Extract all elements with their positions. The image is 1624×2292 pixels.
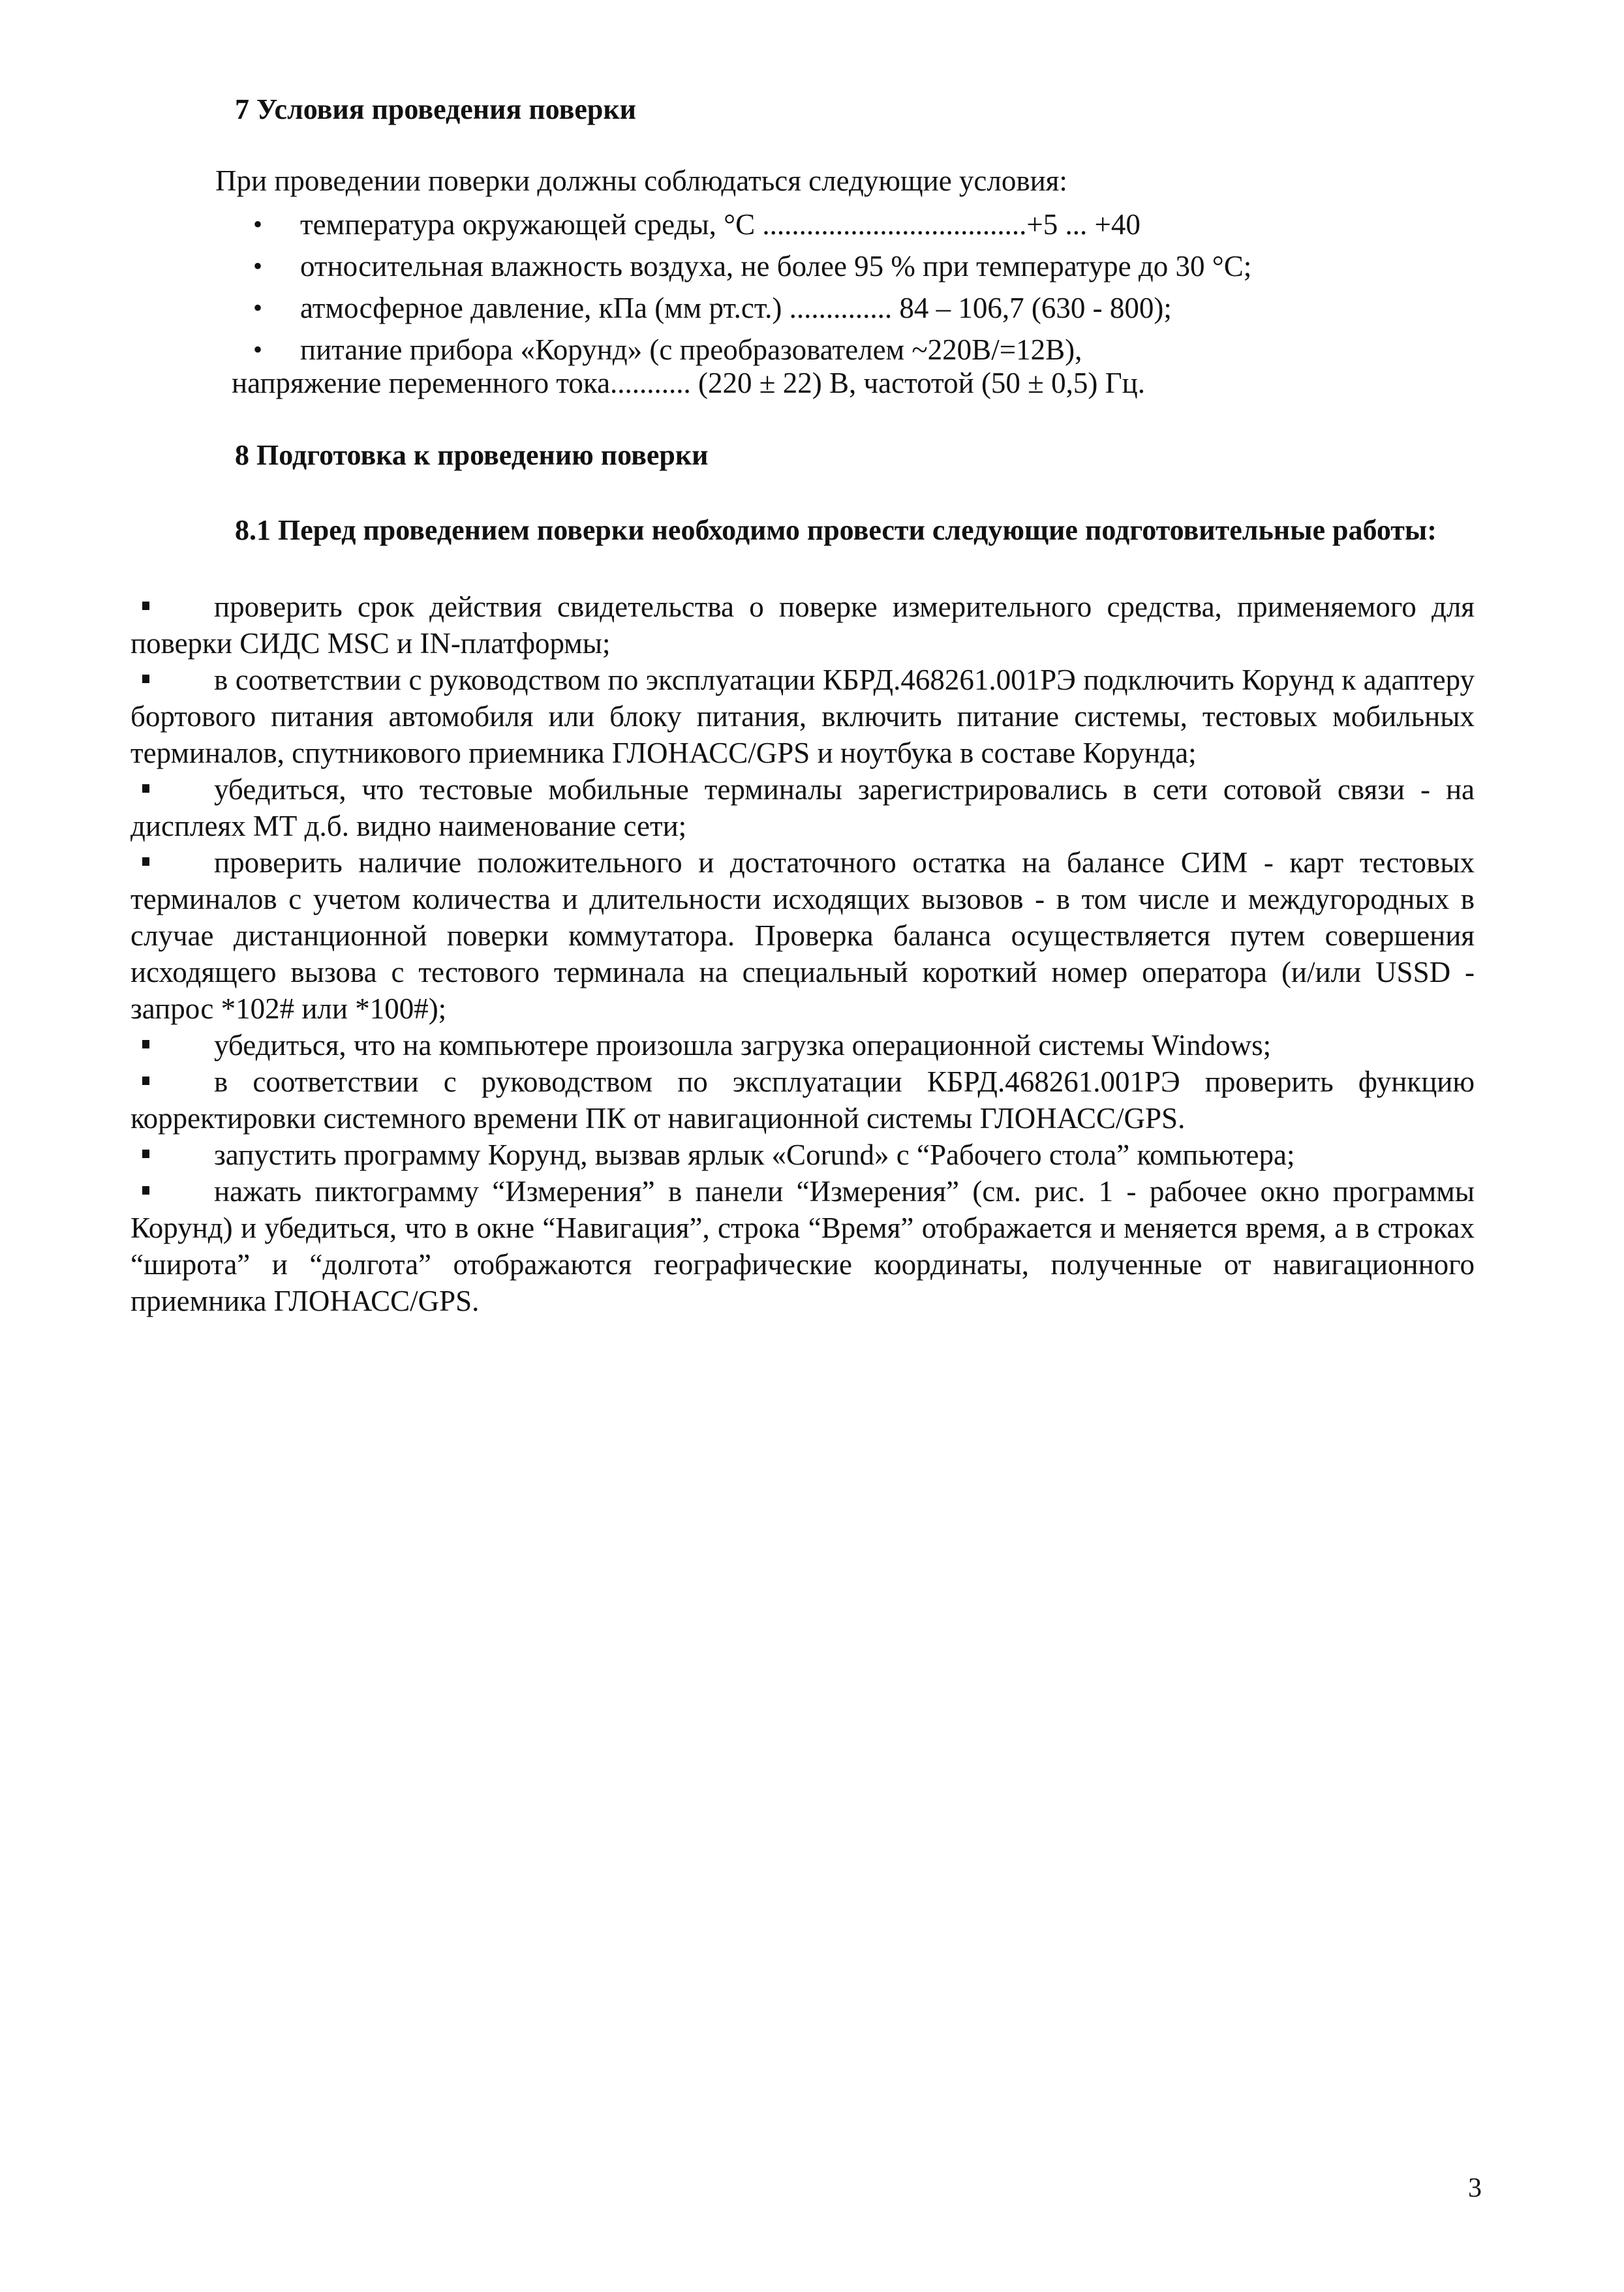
condition-item — [241, 245, 1416, 287]
preparation-text: нажать пиктограмму “Измерения” в панели “Измерения” (см. рис. 1 - рабочее окно программы Корунд) и убедиться, что в окне “Навигация”, строка “Время” отображается и меняется время, а в строках “широта” и “долгота” отображаются географические координаты, полученные от навигационного приемника ГЛОНАСС/GPS. — [130, 1175, 1475, 1317]
condition-text: атмосферное давление, кПа (мм рт.ст.) .............. 84 – 106,7 (630 - 800); — [300, 292, 1172, 324]
square-bullet-icon — [142, 1077, 149, 1085]
preparation-text: запустить программу Корунд, вызвав ярлык «Corund» с “Рабочего стола” компьютера; — [214, 1138, 1295, 1171]
preparation-text: в соответствии с руководством по эксплуатации КБРД.468261.001РЭ подключить Корунд к адаптеру бортового питания автомобиля или блоку питания, включить питание системы, тестовых мобильных терминалов, спутникового приемника ГЛОНАСС/GPS и ноутбука в составе Корунда; — [130, 664, 1475, 769]
square-bullet-icon — [142, 675, 149, 683]
bullet-icon: • — [253, 293, 263, 322]
preparation-item — [130, 844, 1475, 1027]
bullet-icon: • — [253, 251, 263, 281]
preparation-item — [130, 588, 1475, 662]
preparation-item — [130, 1027, 1475, 1063]
square-bullet-icon — [142, 784, 149, 793]
preparation-text: убедиться, что тестовые мобильные терминалы зарегистрировались в сети сотовой связи - на дисплеях МТ д.б. видно наименование сети; — [130, 773, 1475, 842]
square-bullet-icon — [142, 1186, 149, 1195]
condition-text: температура окружающей среды, °С ....................................+5 ... +40 — [300, 208, 1141, 241]
condition-item — [241, 287, 1416, 329]
page-number: 3 — [1468, 2173, 1482, 2203]
subsection-8-1-heading: 8.1 Перед проведением поверки необходимо провести следующие подготовительные работы: — [235, 514, 1437, 546]
preparation-item — [130, 1063, 1475, 1137]
preparation-text: проверить наличие положительного и достаточного остатка на балансе СИМ - карт тестовых терминалов с учетом количества и длительности исходящих вызовов - в том числе и междугородных в случае дистанционной поверки коммутатора. Проверка баланса осуществляется путем совершения исходящего вызова с тестового терминала на специальный короткий номер оператора (и/или USSD - запрос *102# или *100#); — [130, 846, 1475, 1025]
square-bullet-icon — [142, 602, 149, 610]
preparation-text: проверить срок действия свидетельства о поверке измерительного средства, применяемого для поверки СИДС MSC и IN-платформы; — [130, 590, 1475, 660]
condition-item — [241, 329, 1416, 371]
preparation-list — [130, 588, 1475, 1319]
section-8-title: 8 Подготовка к проведению поверки — [235, 439, 709, 471]
preparation-item — [130, 1173, 1475, 1319]
section-7-title: 7 Условия проведения поверки — [235, 93, 637, 125]
section-7-intro: При проведении поверки должны соблюдаться следующие условия: — [215, 164, 1067, 197]
preparation-item — [130, 662, 1475, 771]
preparation-item — [130, 771, 1475, 844]
preparation-text: в соответствии с руководством по эксплуатации КБРД.468261.001РЭ проверить функцию корректировки системного времени ПК от навигационной системы ГЛОНАСС/GPS. — [130, 1065, 1475, 1135]
square-bullet-icon — [142, 1040, 149, 1048]
bullet-icon: • — [253, 209, 263, 239]
condition-item — [241, 204, 1416, 245]
power-supply-continuation: напряжение переменного тока........... (220 ± 22) В, частотой (50 ± 0,5) Гц. — [232, 367, 1145, 399]
square-bullet-icon — [142, 1150, 149, 1158]
condition-text: относительная влажность воздуха, не более 95 % при температуре до 30 °С; — [300, 250, 1252, 283]
conditions-list — [241, 204, 1416, 371]
preparation-item — [130, 1137, 1475, 1173]
condition-text: питание прибора «Корунд» (с преобразователем ~220В/=12В), — [300, 333, 1082, 366]
preparation-text: убедиться, что на компьютере произошла загрузка операционной системы Windows; — [214, 1029, 1272, 1062]
bullet-icon: • — [253, 335, 263, 364]
square-bullet-icon — [142, 857, 149, 866]
